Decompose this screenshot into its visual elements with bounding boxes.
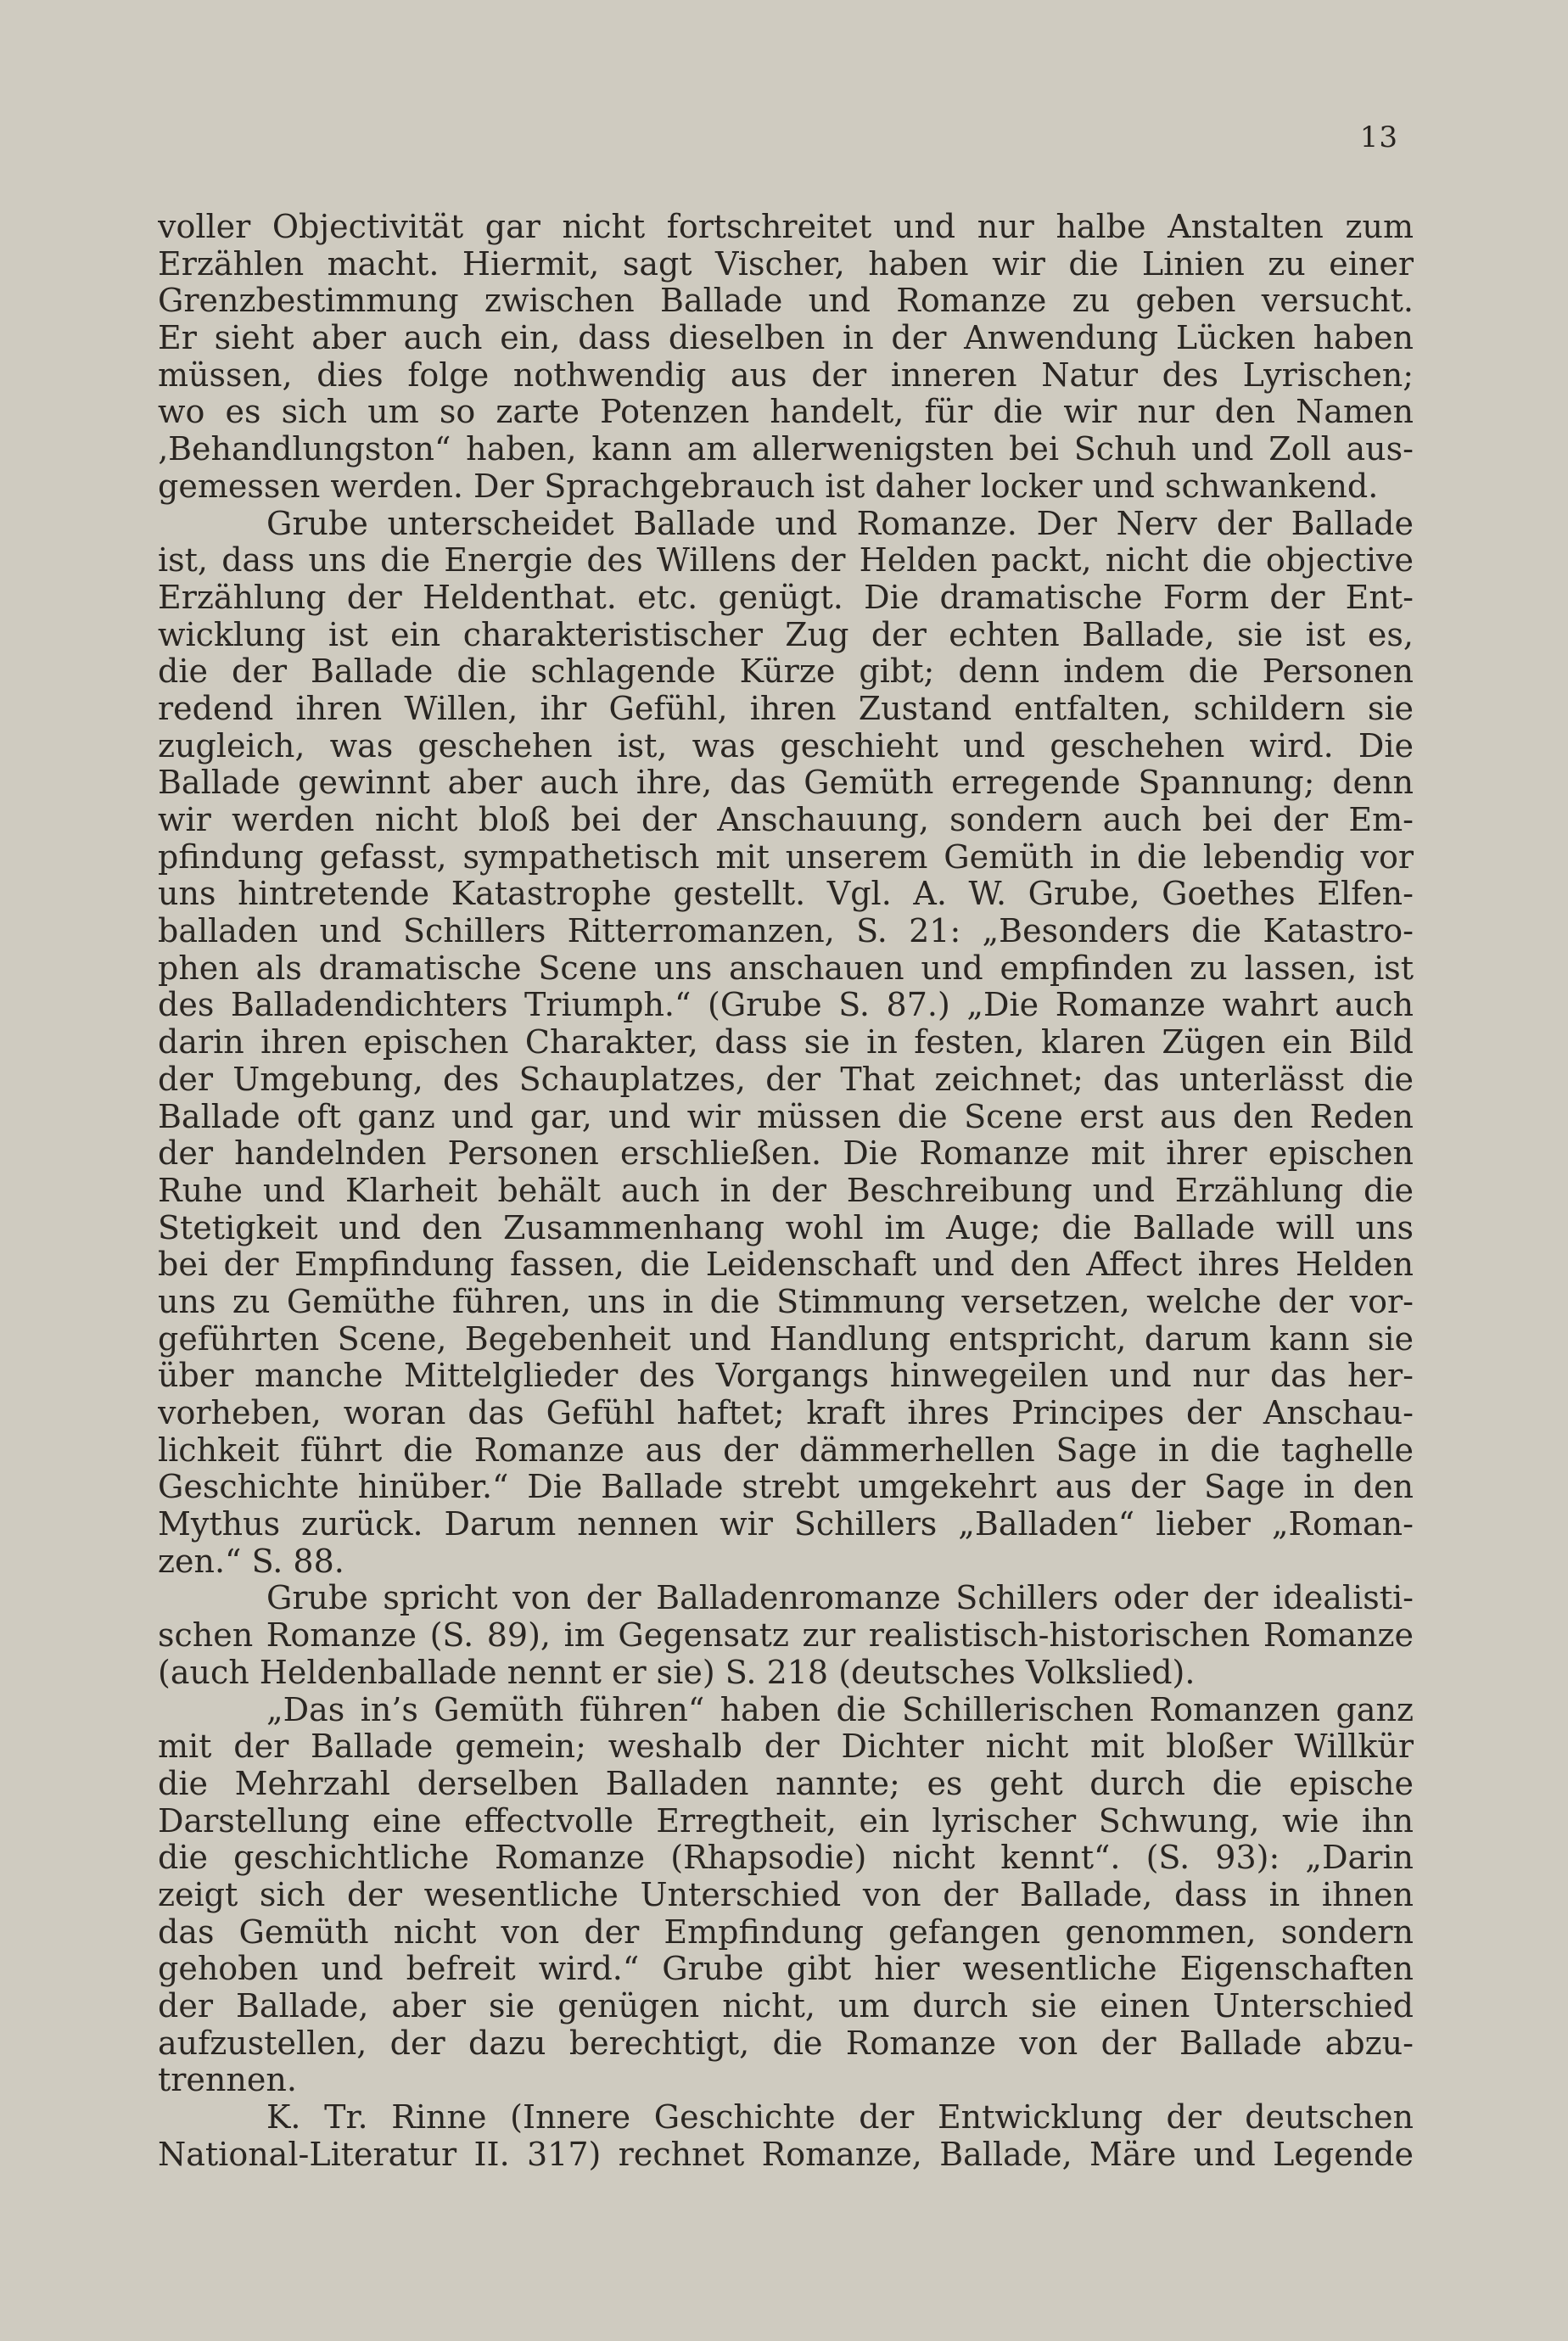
text-line: das Gemüth nicht von der Empfindung gefangen genommen, sondern (158, 1913, 1414, 1951)
text-line: zen.“ S. 88. (158, 1543, 344, 1580)
text-line: müssen, dies folge nothwendig aus der inneren Natur des Lyrischen; (158, 356, 1414, 394)
text-line: K. Tr. Rinne (Innere Geschichte der Entwicklung der deutschen (266, 2099, 1414, 2137)
text-line: voller Objectivität gar nicht fortschreitet und nur halbe Anstalten zum (158, 209, 1414, 245)
text-line: Grube spricht von der Balladenromanze Schillers oder der idealisti- (266, 1580, 1414, 1617)
text-line: wir werden nicht bloß bei der Anschauung, sondern auch bei der Em- (158, 802, 1414, 838)
text-line: gemessen werden. Der Sprachgebrauch ist daher locker und schwankend. (158, 468, 1379, 505)
text-line: geführten Scene, Begebenheit und Handlung entspricht, darum kann sie (158, 1320, 1414, 1358)
text-line: schen Romanze (S. 89), im Gegensatz zur realistisch-historischen Romanze (158, 1617, 1414, 1655)
text-line: Mythus zurück. Darum nennen wir Schillers „Balladen“ lieber „Roman- (158, 1506, 1414, 1543)
text-line: die der Ballade die schlagende Kürze gibt; denn indem die Personen (158, 653, 1414, 691)
text-line: der Ballade, aber sie genügen nicht, um durch sie einen Unterschied (158, 1988, 1414, 2025)
text-line: Ballade gewinnt aber auch ihre, das Gemüth erregende Spannung; denn (158, 764, 1414, 802)
text-line: die geschichtliche Romanze (Rhapsodie) nicht kennt“. (S. 93): „Darin (158, 1840, 1414, 1877)
text-line: balladen und Schillers Ritterromanzen, S. 21: „Besonders die Katastro- (158, 913, 1414, 950)
text-line: Stetigkeit und den Zusammenhang wohl im Auge; die Ballade will uns (158, 1209, 1414, 1246)
text-line: lichkeit führt die Romanze aus der dämmerhellen Sage in die taghelle (158, 1431, 1414, 1469)
text-line: gehoben und befreit wird.“ Grube gibt hier wesentliche Eigenschaften (158, 1951, 1414, 1988)
text-line: mit der Ballade gemein; weshalb der Dichter nicht mit bloßer Willkür (158, 1728, 1414, 1766)
text-line: Ballade oft ganz und gar, und wir müssen die Scene erst aus den Reden (158, 1098, 1414, 1135)
text-line: aufzustellen, der dazu berechtigt, die Romanze von der Ballade abzu- (158, 2025, 1414, 2062)
text-line: ‚Behandlungston“ haben, kann am allerwenigsten bei Schuh und Zoll aus- (158, 431, 1414, 468)
text-line: Erzählung der Heldenthat. etc. genügt. Die dramatische Form der Ent- (158, 579, 1414, 616)
text-line: (auch Heldenballade nennt er sie) S. 218 (deutsches Volkslied). (158, 1654, 1196, 1691)
text-line: „Das in’s Gemüth führen“ haben die Schillerischen Romanzen ganz (266, 1691, 1414, 1728)
text-line: über manche Mittelglieder des Vorgangs hinwegeilen und nur das her- (158, 1358, 1414, 1395)
text-line: wo es sich um so zarte Potenzen handelt, für die wir nur den Namen (158, 394, 1414, 431)
text-line: Erzählen macht. Hiermit, sagt Vischer, haben wir die Linien zu einer (158, 245, 1414, 283)
text-line: uns hintretende Katastrophe gestellt. Vgl. A. W. Grube, Goethes Elfen- (158, 876, 1414, 913)
page-number: 13 (1359, 120, 1398, 154)
body-text (158, 209, 1414, 2173)
text-line: zugleich, was geschehen ist, was geschieht und geschehen wird. Die (158, 727, 1414, 764)
text-line: pfindung gefasst, sympathetisch mit unserem Gemüth in die lebendig vor (158, 838, 1414, 876)
text-line: uns zu Gemüthe führen, uns in die Stimmung versetzen, welche der vor- (158, 1283, 1414, 1320)
text-line: National-Literatur II. 317) rechnet Romanze, Ballade, Märe und Legende (158, 2136, 1414, 2173)
text-line: darin ihren epischen Charakter, dass sie in festen, klaren Zügen ein Bild (158, 1024, 1414, 1061)
text-line: Geschichte hinüber.“ Die Ballade strebt umgekehrt aus der Sage in den (158, 1469, 1414, 1506)
text-line: der Umgebung, des Schauplatzes, der That zeichnet; das unterlässt die (158, 1061, 1414, 1098)
text-line: Grenzbestimmung zwischen Ballade und Romanze zu geben versucht. (158, 283, 1414, 320)
text-line: wicklung ist ein charakteristischer Zug der echten Ballade, sie ist es, (158, 616, 1414, 653)
text-line: vorheben, woran das Gefühl haftet; kraft ihres Principes der Anschau- (158, 1395, 1414, 1431)
text-line: phen als dramatische Scene uns anschauen und empfinden zu lassen, ist (158, 949, 1414, 987)
text-line: bei der Empfindung fassen, die Leidenschaft und den Affect ihres Helden (158, 1246, 1414, 1284)
text-line: ist, dass uns die Energie des Willens der Helden packt, nicht die objective (158, 542, 1414, 580)
text-line: die Mehrzahl derselben Balladen nannte; es geht durch die epische (158, 1765, 1414, 1802)
text-line: des Balladendichters Triumph.“ (Grube S. 87.) „Die Romanze wahrt auch (158, 987, 1414, 1024)
text-line: redend ihren Willen, ihr Gefühl, ihren Zustand entfalten, schildern sie (158, 690, 1414, 727)
text-line: Darstellung eine effectvolle Erregtheit, ein lyrischer Schwung, wie ihn (158, 1802, 1414, 1840)
text-line: Ruhe und Klarheit behält auch in der Beschreibung und Erzählung die (158, 1172, 1414, 1209)
text-line: zeigt sich der wesentliche Unterschied von der Ballade, dass in ihnen (158, 1876, 1414, 1913)
text-line: Grube unterscheidet Ballade und Romanze. Der Nerv der Ballade (266, 505, 1414, 542)
text-line: Er sieht aber auch ein, dass dieselben in der Anwendung Lücken haben (158, 320, 1414, 357)
text-line: der handelnden Personen erschließen. Die Romanze mit ihrer epischen (158, 1135, 1414, 1173)
text-line: trennen. (158, 2062, 297, 2099)
